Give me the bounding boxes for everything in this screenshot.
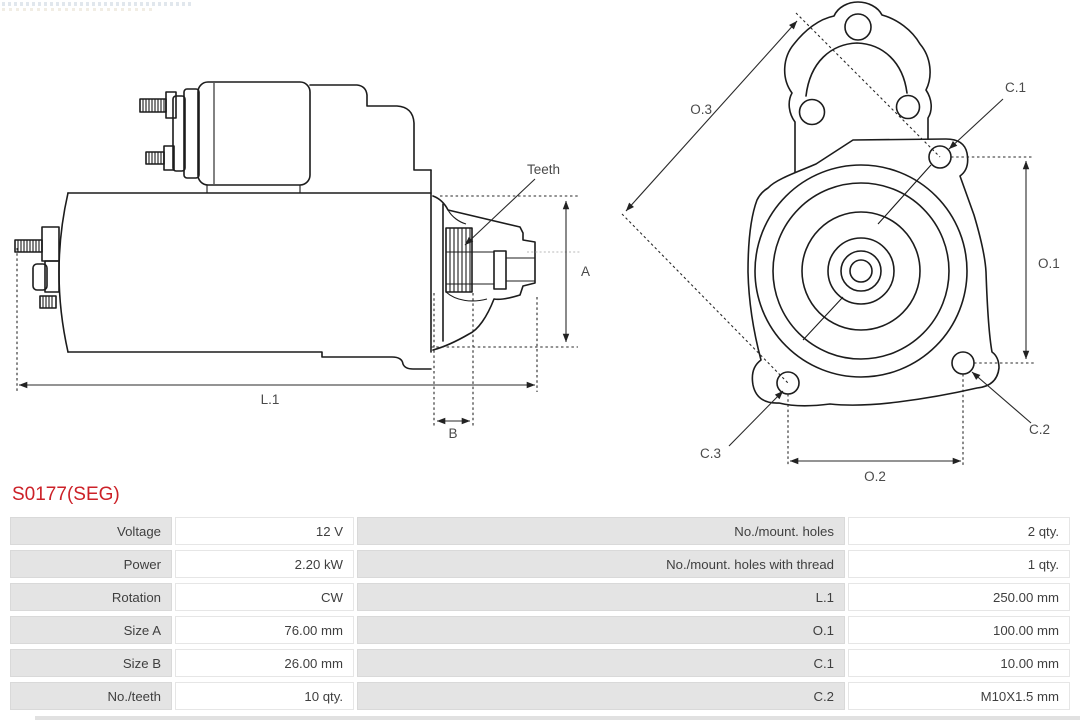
spec-value: 26.00 mm <box>175 649 354 677</box>
teeth-label: Teeth <box>527 162 561 177</box>
spec-value: 10 qty. <box>175 682 354 710</box>
table-row <box>10 550 1070 578</box>
table-row <box>10 682 1070 710</box>
spec-value: 10.00 mm <box>848 649 1070 677</box>
dim-l1-label: L.1 <box>260 392 280 407</box>
spec-value: M10X1.5 mm <box>848 682 1070 710</box>
spec-value: CW <box>175 583 354 611</box>
spec-value: 1 qty. <box>848 550 1070 578</box>
left-mount-hole <box>800 100 825 125</box>
table-row <box>10 649 1070 677</box>
dim-b-label: B <box>448 426 458 441</box>
shaft-bore <box>850 260 872 282</box>
spec-label: No./mount. holes <box>357 517 845 545</box>
spec-label: Voltage <box>10 517 172 545</box>
spec-value: 2 qty. <box>848 517 1070 545</box>
starter-side-view-drawing <box>0 0 600 465</box>
spec-label: No./teeth <box>10 682 172 710</box>
spec-label: C.2 <box>357 682 845 710</box>
dim-c1-label: C.1 <box>1005 80 1027 95</box>
part-number: S0177(SEG) <box>12 484 120 505</box>
dim-o2-label: O.2 <box>864 469 886 484</box>
spec-value: 12 V <box>175 517 354 545</box>
side-view-dimensions <box>17 162 590 441</box>
table-row <box>10 616 1070 644</box>
starter-motor-side-outline <box>15 82 535 369</box>
starter-motor-front-outline <box>748 2 999 406</box>
spec-value: 100.00 mm <box>848 616 1070 644</box>
starter-front-view-drawing <box>600 0 1080 490</box>
spec-label: No./mount. holes with thread <box>357 550 845 578</box>
spec-label: O.1 <box>357 616 845 644</box>
top-mount-hole <box>845 14 871 40</box>
spec-value: 2.20 kW <box>175 550 354 578</box>
bottom-strip <box>35 716 1080 720</box>
pinion-teeth <box>446 228 535 292</box>
table-row <box>10 517 1070 545</box>
dim-o1-label: O.1 <box>1038 256 1060 271</box>
hole-c2 <box>952 352 974 374</box>
spec-value: 76.00 mm <box>175 616 354 644</box>
spec-label: C.1 <box>357 649 845 677</box>
spec-label: Rotation <box>10 583 172 611</box>
spec-table <box>10 517 1070 710</box>
dim-c3-label: C.3 <box>700 446 722 461</box>
spec-label: Size A <box>10 616 172 644</box>
right-mount-hole <box>897 96 920 119</box>
dim-o3-label: O.3 <box>690 102 712 117</box>
spec-value: 250.00 mm <box>848 583 1070 611</box>
spec-label: L.1 <box>357 583 845 611</box>
dim-c2-label: C.2 <box>1029 422 1051 437</box>
spec-label: Power <box>10 550 172 578</box>
spec-label: Size B <box>10 649 172 677</box>
front-view-dimensions <box>622 13 1060 484</box>
dim-a-label: A <box>581 264 591 279</box>
table-row <box>10 583 1070 611</box>
